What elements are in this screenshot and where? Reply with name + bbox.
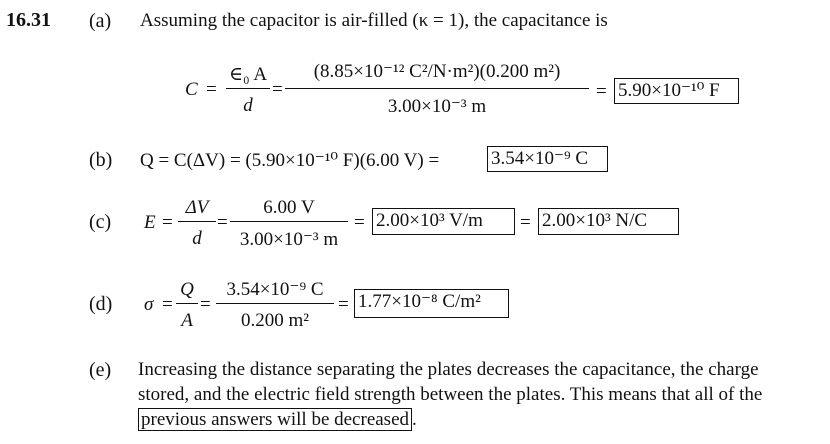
part-d-label: (d) [89,293,113,315]
part-e-period: . [412,409,417,430]
part-e-body: Increasing the distance separating the plates decreases the capacitance, the charge stored, and the electric field strength between the plates. This means that all of the [138,359,763,405]
part-c-frac1-denominator: d [192,228,202,249]
part-b-equation: Q = C(ΔV) = (5.90×10⁻¹⁰ F)(6.00 V) = [140,150,440,171]
part-c-lhs: E [144,212,156,233]
fraction-bar [178,221,216,222]
equals-sign: = [520,212,531,233]
part-a-frac2-denominator: 3.00×10⁻³ m [387,96,487,117]
part-c-answer2-box: 2.00×10³ N/C [538,208,679,235]
equals-sign: = [206,79,217,100]
part-d-frac1-numerator: Q [180,279,194,300]
fraction-bar [285,88,589,89]
part-e-label: (e) [89,359,112,381]
fraction-bar [230,221,348,222]
part-a-label: (a) [89,10,112,32]
part-c-label: (c) [89,211,112,233]
part-a-frac1-numerator: ∈₀ A [228,64,268,85]
part-d-lhs: σ [144,294,154,315]
fraction-bar [216,303,334,304]
part-d-frac2-denominator: 0.200 m² [241,310,309,331]
equals-sign: = [200,294,211,315]
part-c-frac2-denominator: 3.00×10⁻³ m [239,229,339,250]
part-d-frac1-denominator: A [181,310,193,331]
part-a-frac2-numerator: (8.85×10⁻¹² C²/N·m²)(0.200 m²) [313,61,561,82]
problem-number: 16.31 [6,9,51,31]
equals-sign: = [338,294,349,315]
part-e-answer-box: previous answers will be decreased [138,408,412,431]
part-a-answer-box: 5.90×10⁻¹⁰ F [614,78,739,104]
part-c-frac1-numerator: ΔV [185,197,209,218]
equals-sign: = [162,212,173,233]
part-d-answer-box: 1.77×10⁻⁸ C/m² [354,289,509,318]
equals-sign: = [272,79,283,100]
part-b-answer-box: 3.54×10⁻⁹ C [487,146,608,172]
fraction-bar [226,88,270,89]
part-a-lhs: C [185,79,198,100]
part-e-text [138,357,810,432]
part-c-answer1-box: 2.00×10³ V/m [372,208,515,235]
equals-sign: = [596,81,607,102]
part-a-intro: Assuming the capacitor is air-filled (κ = 1), the capacitance is [140,10,608,31]
part-b-label: (b) [89,149,113,171]
fraction-bar [176,303,198,304]
equals-sign: = [354,212,365,233]
part-a-frac1-denominator: d [243,95,253,116]
part-d-frac2-numerator: 3.54×10⁻⁹ C [226,279,324,300]
part-c-frac2-numerator: 6.00 V [263,197,315,218]
equals-sign: = [162,294,173,315]
equals-sign: = [217,212,228,233]
